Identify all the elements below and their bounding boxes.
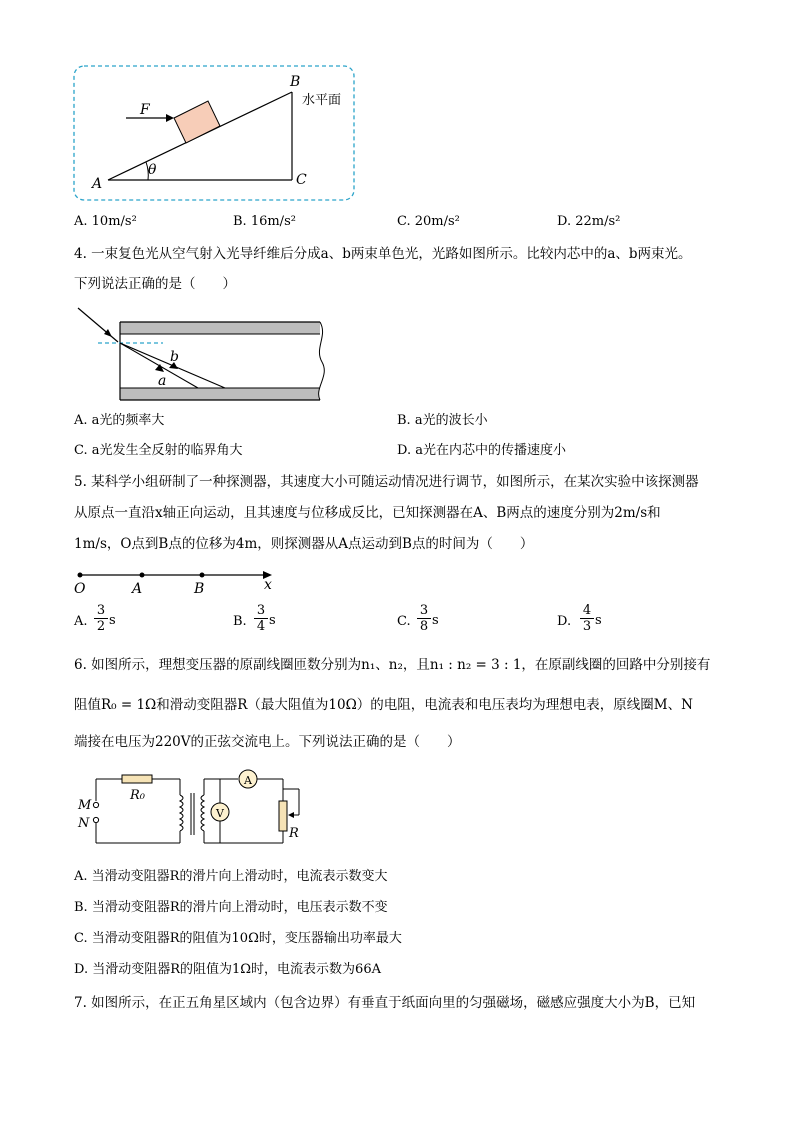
q6-stem-line2: 阻值R₀ = 1Ω和滑动变阻器R（最大阻值为10Ω）的电阻，电流表和电压表均为理想电表，原线圈M、N bbox=[74, 697, 693, 713]
q3-option-a: A. 10m/s² bbox=[74, 214, 137, 229]
terminal-M bbox=[93, 802, 98, 807]
label-a: a bbox=[158, 373, 167, 389]
q5-stem-line1: 5. 某科学小组研制了一种探测器，其速度大小可随运动情况进行调节，如图所示，在某次实验中该探测器 bbox=[74, 474, 699, 490]
q6-option-b: B. 当滑动变阻器R的滑片向上滑动时，电压表示数不变 bbox=[74, 900, 388, 915]
q4-stem-line2: 下列说法正确的是（ ） bbox=[74, 276, 236, 292]
q7-stem-line1: 7. 如图所示，在正五角星区域内（包含边界）有垂直于纸面向里的匀强磁场，磁感应强度大小为B，已知 bbox=[74, 995, 696, 1011]
terminal-N bbox=[93, 817, 98, 822]
incident-ray bbox=[78, 308, 118, 342]
fraction-numerator: 3 bbox=[94, 603, 108, 619]
q4-option-b: B. a光的波长小 bbox=[397, 413, 488, 428]
q5-option-b-letter: B. bbox=[233, 614, 247, 629]
q5-option-a-unit: s bbox=[109, 613, 116, 628]
point-A bbox=[140, 573, 145, 578]
label-voltmeter: V bbox=[216, 807, 224, 820]
label-b: b bbox=[170, 349, 179, 365]
q4-option-c: C. a光发生全反射的临界角大 bbox=[74, 443, 243, 458]
transformer-circuit bbox=[70, 765, 320, 865]
block bbox=[174, 101, 220, 143]
q5-option-b-unit: s bbox=[269, 613, 276, 628]
q5-option-d-unit: s bbox=[595, 613, 602, 628]
label-B: B bbox=[290, 74, 301, 90]
q6-option-c: C. 当滑动变阻器R的阻值为10Ω时，变压器输出功率最大 bbox=[74, 931, 402, 946]
label-A: A bbox=[92, 176, 103, 192]
fraction-denominator: 8 bbox=[419, 619, 429, 634]
label-R0: R₀ bbox=[130, 788, 145, 803]
q5-stem-line3: 1m/s，O点到B点的位移为4m，则探测器从A点运动到B点的时间为（ ） bbox=[74, 536, 534, 552]
label-M: M bbox=[78, 798, 92, 813]
q4-stem-line1: 4. 一束复色光从空气射入光导纤维后分成a、b两束单色光，光路如图所示。比较内芯中的a、b两束光。 bbox=[74, 246, 692, 262]
q3-option-c: C. 20m/s² bbox=[397, 214, 460, 229]
q5-option-c-unit: s bbox=[432, 613, 439, 628]
rheostat-r bbox=[279, 801, 287, 831]
q3-option-d: D. 22m/s² bbox=[557, 214, 621, 229]
label-C: C bbox=[296, 172, 307, 188]
q5-option-a-fraction bbox=[94, 603, 108, 634]
q5-option-c-letter: C. bbox=[397, 614, 411, 629]
resistor-r0 bbox=[122, 775, 152, 783]
incline-figure bbox=[70, 64, 360, 204]
fraction-numerator: 3 bbox=[254, 603, 268, 619]
q4-option-d: D. a光在内芯中的传播速度小 bbox=[397, 443, 566, 458]
axis-label-B: B bbox=[194, 581, 205, 597]
q6-stem-line3: 端接在电压为220V的正弦交流电上。下列说法正确的是（ ） bbox=[74, 734, 461, 750]
q6-stem-line1: 6. 如图所示，理想变压器的原副线圈匝数分别为n₁、n₂，且n₁ : n₂ = 3 : 1，在原副线圈的回路中分别接有 bbox=[74, 657, 711, 673]
fraction-numerator: 4 bbox=[580, 603, 594, 619]
fiber-figure bbox=[70, 300, 340, 410]
fraction-denominator: 4 bbox=[256, 619, 266, 634]
fraction-denominator: 3 bbox=[582, 619, 592, 634]
fraction-numerator: 3 bbox=[417, 603, 431, 619]
q3-option-b: B. 16m/s² bbox=[233, 214, 296, 229]
axis-figure bbox=[70, 565, 290, 597]
q6-option-d: D. 当滑动变阻器R的阻值为1Ω时，电流表示数为66A bbox=[74, 962, 381, 977]
point-B bbox=[200, 573, 205, 578]
q5-option-c-fraction bbox=[417, 603, 431, 634]
q5-option-d-fraction bbox=[580, 603, 594, 634]
label-F: F bbox=[140, 102, 150, 118]
label-ammeter: A bbox=[244, 774, 252, 787]
label-R: R bbox=[289, 826, 299, 841]
axis-label-A: A bbox=[132, 581, 143, 597]
label-N: N bbox=[78, 816, 90, 831]
q5-option-a-letter: A. bbox=[74, 614, 88, 629]
q5-option-d-letter: D. bbox=[557, 614, 572, 629]
q5-stem-line2: 从原点一直沿x轴正向运动，且其速度与位移成反比，已知探测器在A、B两点的速度分别为2m/s和 bbox=[74, 505, 661, 521]
axis-label-x: x bbox=[264, 577, 272, 593]
label-theta: θ bbox=[148, 162, 157, 178]
point-O bbox=[78, 573, 83, 578]
label-surface: 水平面 bbox=[302, 93, 342, 108]
axis-label-O: O bbox=[74, 581, 86, 597]
q6-option-a: A. 当滑动变阻器R的滑片向上滑动时，电流表示数变大 bbox=[74, 869, 388, 884]
fraction-denominator: 2 bbox=[96, 619, 106, 634]
q5-option-b-fraction bbox=[254, 603, 268, 634]
q4-option-a: A. a光的频率大 bbox=[74, 413, 165, 428]
